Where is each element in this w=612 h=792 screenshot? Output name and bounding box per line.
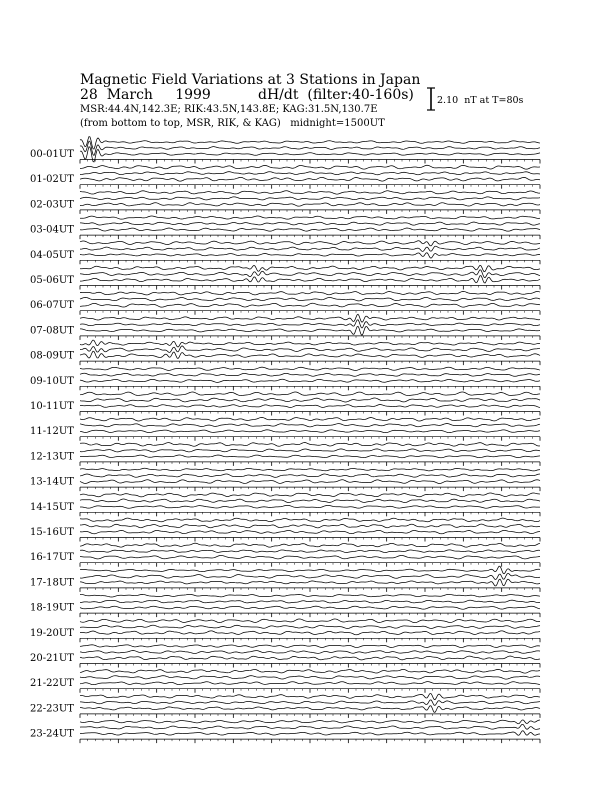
trace-kag [80,417,540,421]
trace-kag [80,493,540,497]
trace-msr [80,326,540,335]
trace-kag [80,645,540,648]
trace-kag [80,619,540,623]
trace-rik [80,625,540,628]
hour-label: 00-01UT [30,149,74,160]
hour-label: 19-20UT [30,627,74,639]
trace-rik [80,297,540,300]
hour-label: 03-04UT [30,224,74,236]
trace-rik [80,222,540,225]
trace-rik [80,246,540,251]
trace-msr [80,351,540,358]
hour-label: 17-18UT [30,577,74,589]
hour-label: 13-14UT [30,476,74,488]
trace-rik [80,550,540,553]
trace-msr [80,253,540,258]
trace-msr [80,177,540,181]
trace-msr [80,379,540,382]
trace-rik [80,141,540,155]
trace-rik [80,651,540,654]
chart-date: 28 March 1999 [80,87,211,103]
trace-msr [80,606,540,609]
trace-kag [80,191,540,194]
trace-kag [80,518,540,522]
trace-rik [80,499,540,503]
station-order-note: (from bottom to top, MSR, RIK, & KAG) midnight=1500UT [80,118,385,129]
trace-msr [80,303,540,307]
trace-msr [80,555,540,558]
hour-label: 06-07UT [30,300,74,312]
hour-label: 07-08UT [30,325,74,337]
trace-msr [80,579,540,586]
station-list: MSR:44.4N,142.3E; RIK:43.5N,143.8E; KAG:31.5N,130.7E [80,104,378,115]
trace-msr [80,631,540,635]
trace-kag [80,720,540,724]
trace-kag [80,566,540,574]
hour-label: 14-15UT [30,501,74,513]
trace-rik [80,320,540,328]
trace-rik [80,172,540,175]
trace-rik [80,373,540,376]
trace-rik [80,700,540,705]
hour-label: 22-23UT [30,703,74,715]
hour-label: 09-10UT [30,375,74,387]
trace-kag [80,216,540,219]
trace-kag [80,367,540,370]
trace-rik [80,424,540,427]
trace-rik [80,724,540,729]
trace-rik [80,524,540,528]
trace-rik [80,270,540,278]
trace-kag [80,468,540,471]
trace-kag [80,265,540,271]
scale-label: 2.10 nT at T=80s [437,95,524,106]
trace-msr [80,228,540,231]
trace-msr [80,276,540,283]
trace-kag [80,594,540,597]
hour-label: 10-11UT [30,401,74,412]
chart-title: Magnetic Field Variations at 3 Stations in Japan [80,72,421,88]
hour-label: 01-02UT [30,174,74,186]
trace-rik [80,346,540,353]
trace-msr [80,731,540,736]
trace-kag [80,392,540,396]
trace-kag [80,165,540,169]
hour-label: 11-12UT [30,426,74,438]
trace-msr [80,430,540,433]
trace-msr [80,530,540,533]
trace-msr [80,656,540,660]
trace-kag [80,443,540,447]
trace-rik [80,600,540,603]
hour-label: 21-22UT [30,678,74,690]
hour-label: 05-06UT [30,275,74,286]
trace-kag [80,543,540,547]
trace-kag [80,669,540,673]
hour-label: 16-17UT [30,552,74,564]
trace-rik [80,474,540,477]
hour-label: 02-03UT [30,199,74,211]
trace-kag [80,314,540,322]
trace-rik [80,676,540,679]
trace-rik [80,398,540,402]
trace-msr [80,455,540,458]
trace-kag [80,137,540,149]
trace-msr [80,706,540,713]
chart-quantity: dH/dt (filter:40-160s) [258,87,414,103]
hour-label: 04-05UT [30,249,74,261]
hour-label: 18-19UT [30,602,74,614]
hour-label: 08-09UT [30,350,74,362]
trace-rik [80,573,540,579]
trace-msr [80,505,540,508]
trace-msr [80,203,540,206]
trace-kag [80,291,540,294]
trace-rik [80,449,540,452]
trace-rik [80,197,540,200]
trace-kag [80,340,540,347]
trace-kag [80,694,540,700]
trace-kag [80,241,540,246]
hour-label: 12-13UT [30,451,74,463]
hour-label: 15-16UT [30,527,74,538]
trace-msr [80,405,540,408]
trace-msr [80,682,540,685]
hour-label: 23-24UT [30,728,74,740]
trace-msr [80,480,540,484]
hour-label: 20-21UT [30,653,74,664]
